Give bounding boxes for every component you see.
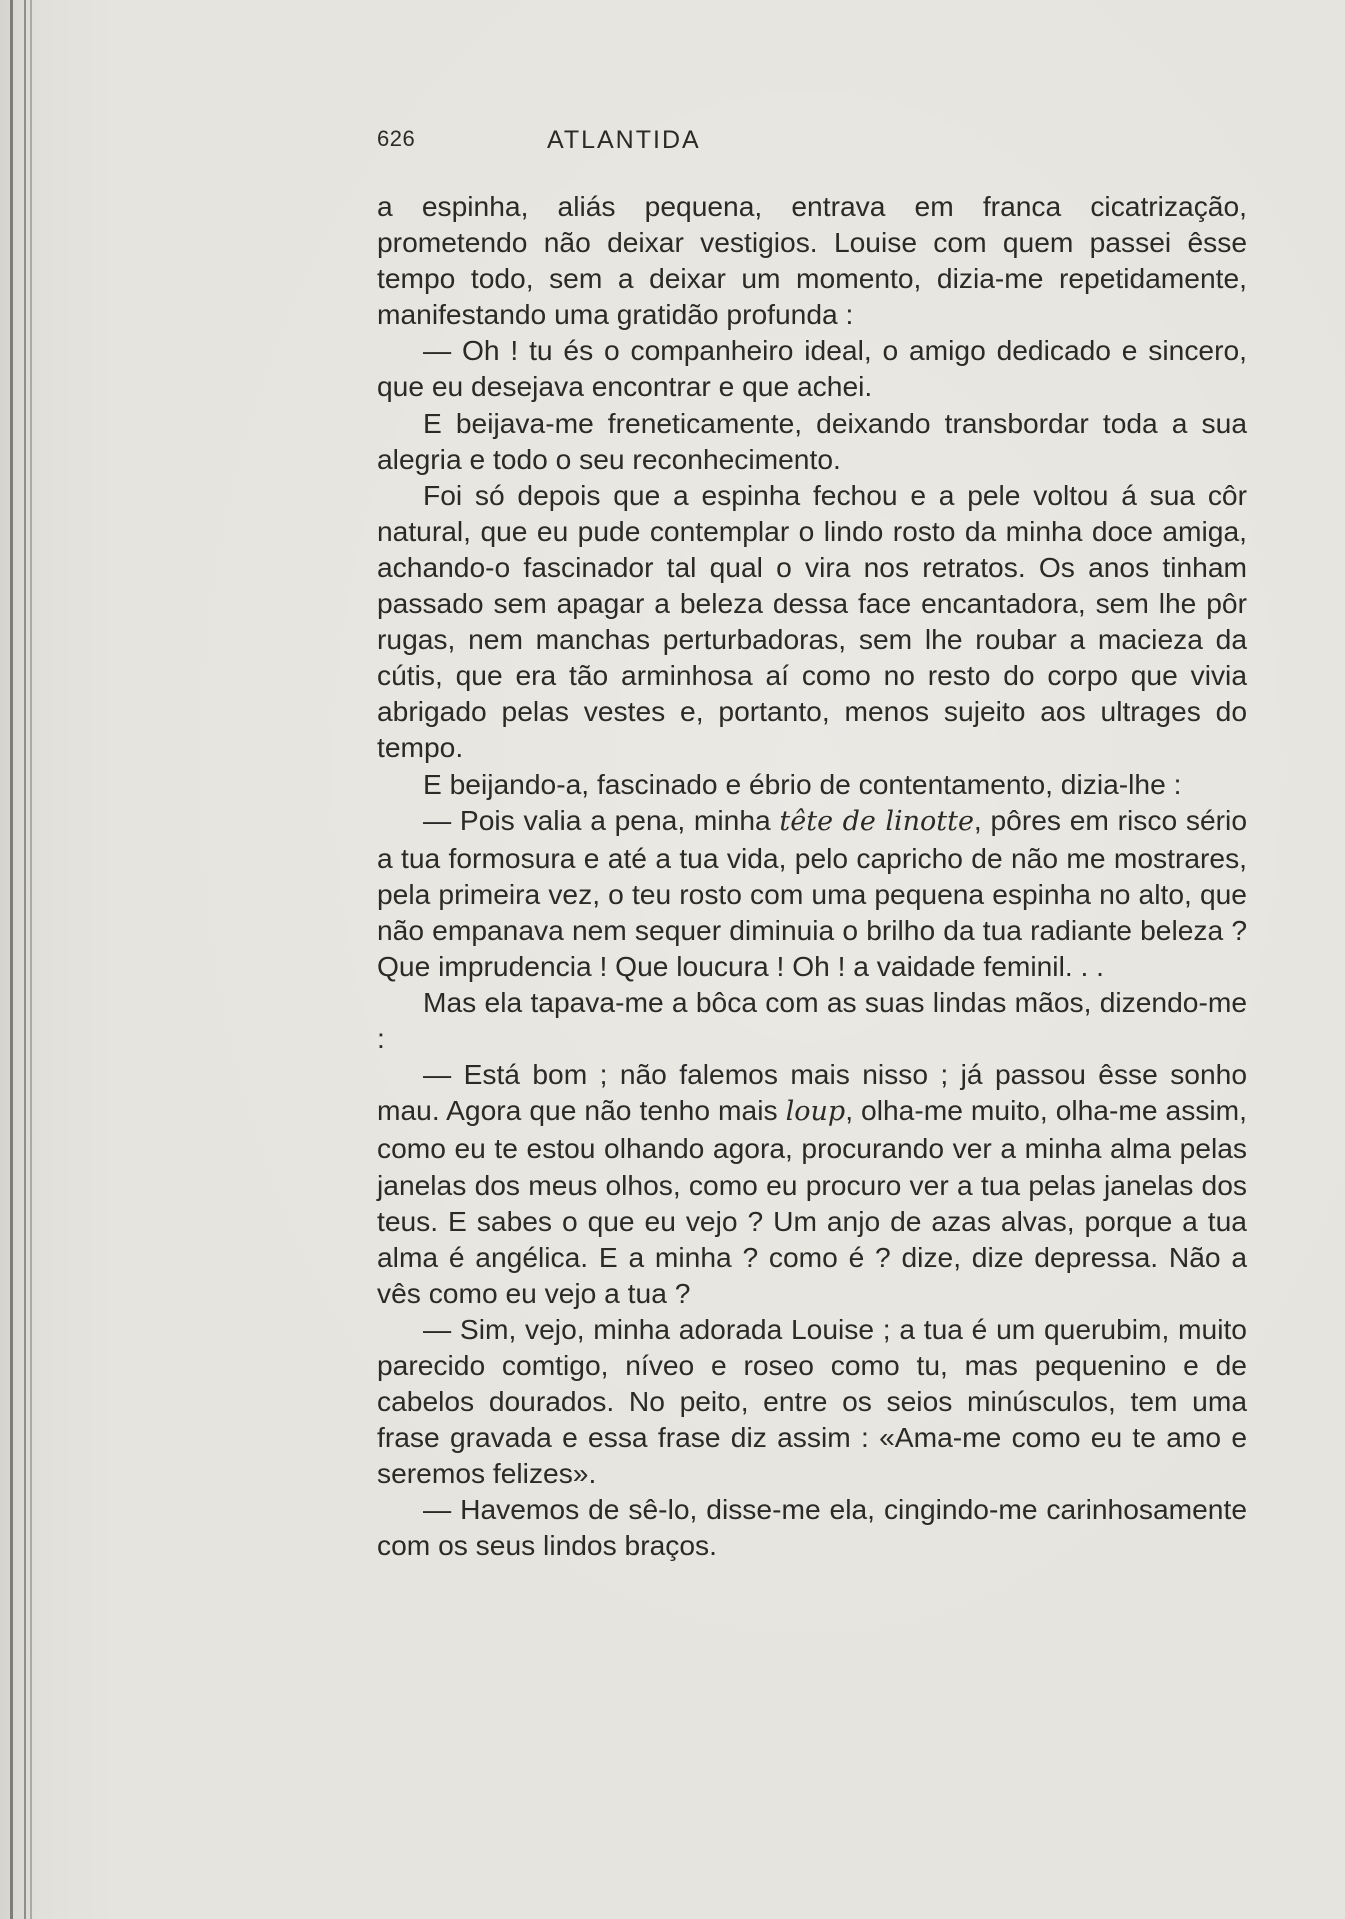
paragraph: — Oh ! tu és o companheiro ideal, o amigo dedicado e sincero, que eu desejava encontrar e que achei. [377,334,1247,403]
paragraph: — Está bom ; não falemos mais nisso ; já passou êsse sonho mau. Agora que não tenho mais loup, olha-me muito, olha-me assim, como eu te estou olhando agora, procurando ver a minha alma pelas janelas dos meus olhos, como eu procuro ver a tua pelas janelas dos teus. E sabes o que eu vejo ? Um anjo de azas alvas, porque a tua alma é angélica. E a minha ? como é ? dize, dize depressa. Não a vês como eu vejo a tua ? [377,1058,1247,1309]
body-text [377,188,1247,1564]
italic-phrase: tête de linotte [779,805,974,837]
page-header [377,126,937,160]
paragraph: — Havemos de sê-lo, disse-me ela, cingindo-me carinhosamente com os seus lindos braços. [377,1493,1247,1562]
paragraph: — Pois valia a pena, minha tête de linotte, pôres em risco sério a tua formosura e até a tua vida, pelo capricho de não me mostrares, pela primeira vez, o teu rosto com uma pequena espinha no alto, que não empanava nem sequer diminuia o brilho da tua radiante beleza ? Que imprudencia ! Que loucura ! Oh ! a vaidade feminil. . . [377,803,1247,982]
paragraph: Foi só depois que a espinha fechou e a pele voltou á sua côr natural, que eu pude contemplar o lindo rosto da minha doce amiga, achando-o fascinador tal qual o vira nos retratos. Os anos tinham passado sem apagar a beleza dessa face encantadora, sem lhe pôr rugas, nem manchas perturbadoras, sem lhe roubar a macieza da cútis, que era tão arminhosa aí como no resto do corpo que vivia abrigado pelas vestes e, portanto, menos sujeito aos ultrages do tempo. [377,478,1247,764]
paragraph: Mas ela tapava-me a bôca com as suas lindas mãos, dizendo-me : [377,986,1247,1055]
running-title: ATLANTIDA [547,126,701,154]
italic-phrase: loup [785,1096,846,1128]
paragraph: a espinha, aliás pequena, entrava em franca cicatrização, prometendo não deixar vestigios. Louise com quem passei êsse tempo todo, sem a deixar um momento, dizia-me repetidamente, manifestando uma gratidão profunda : [377,190,1247,331]
binding-shadow [30,0,32,1919]
paragraph: E beijando-a, fascinado e ébrio de contentamento, dizia-lhe : [423,767,1182,800]
binding-edge-inner [24,0,26,1919]
page-number: 626 [377,126,416,151]
binding-edge [10,0,13,1919]
paragraph: E beijava-me freneticamente, deixando transbordar toda a sua alegria e todo o seu reconhecimento. [377,406,1247,475]
paragraph: — Sim, vejo, minha adorada Louise ; a tua é um querubim, muito parecido comtigo, níveo e roseo como tu, mas pequenino e de cabelos dourados. No peito, entre os seios minúsculos, tem uma frase gravada e essa frase diz assim : «Ama-me como eu te amo e seremos felizes». [377,1312,1247,1490]
